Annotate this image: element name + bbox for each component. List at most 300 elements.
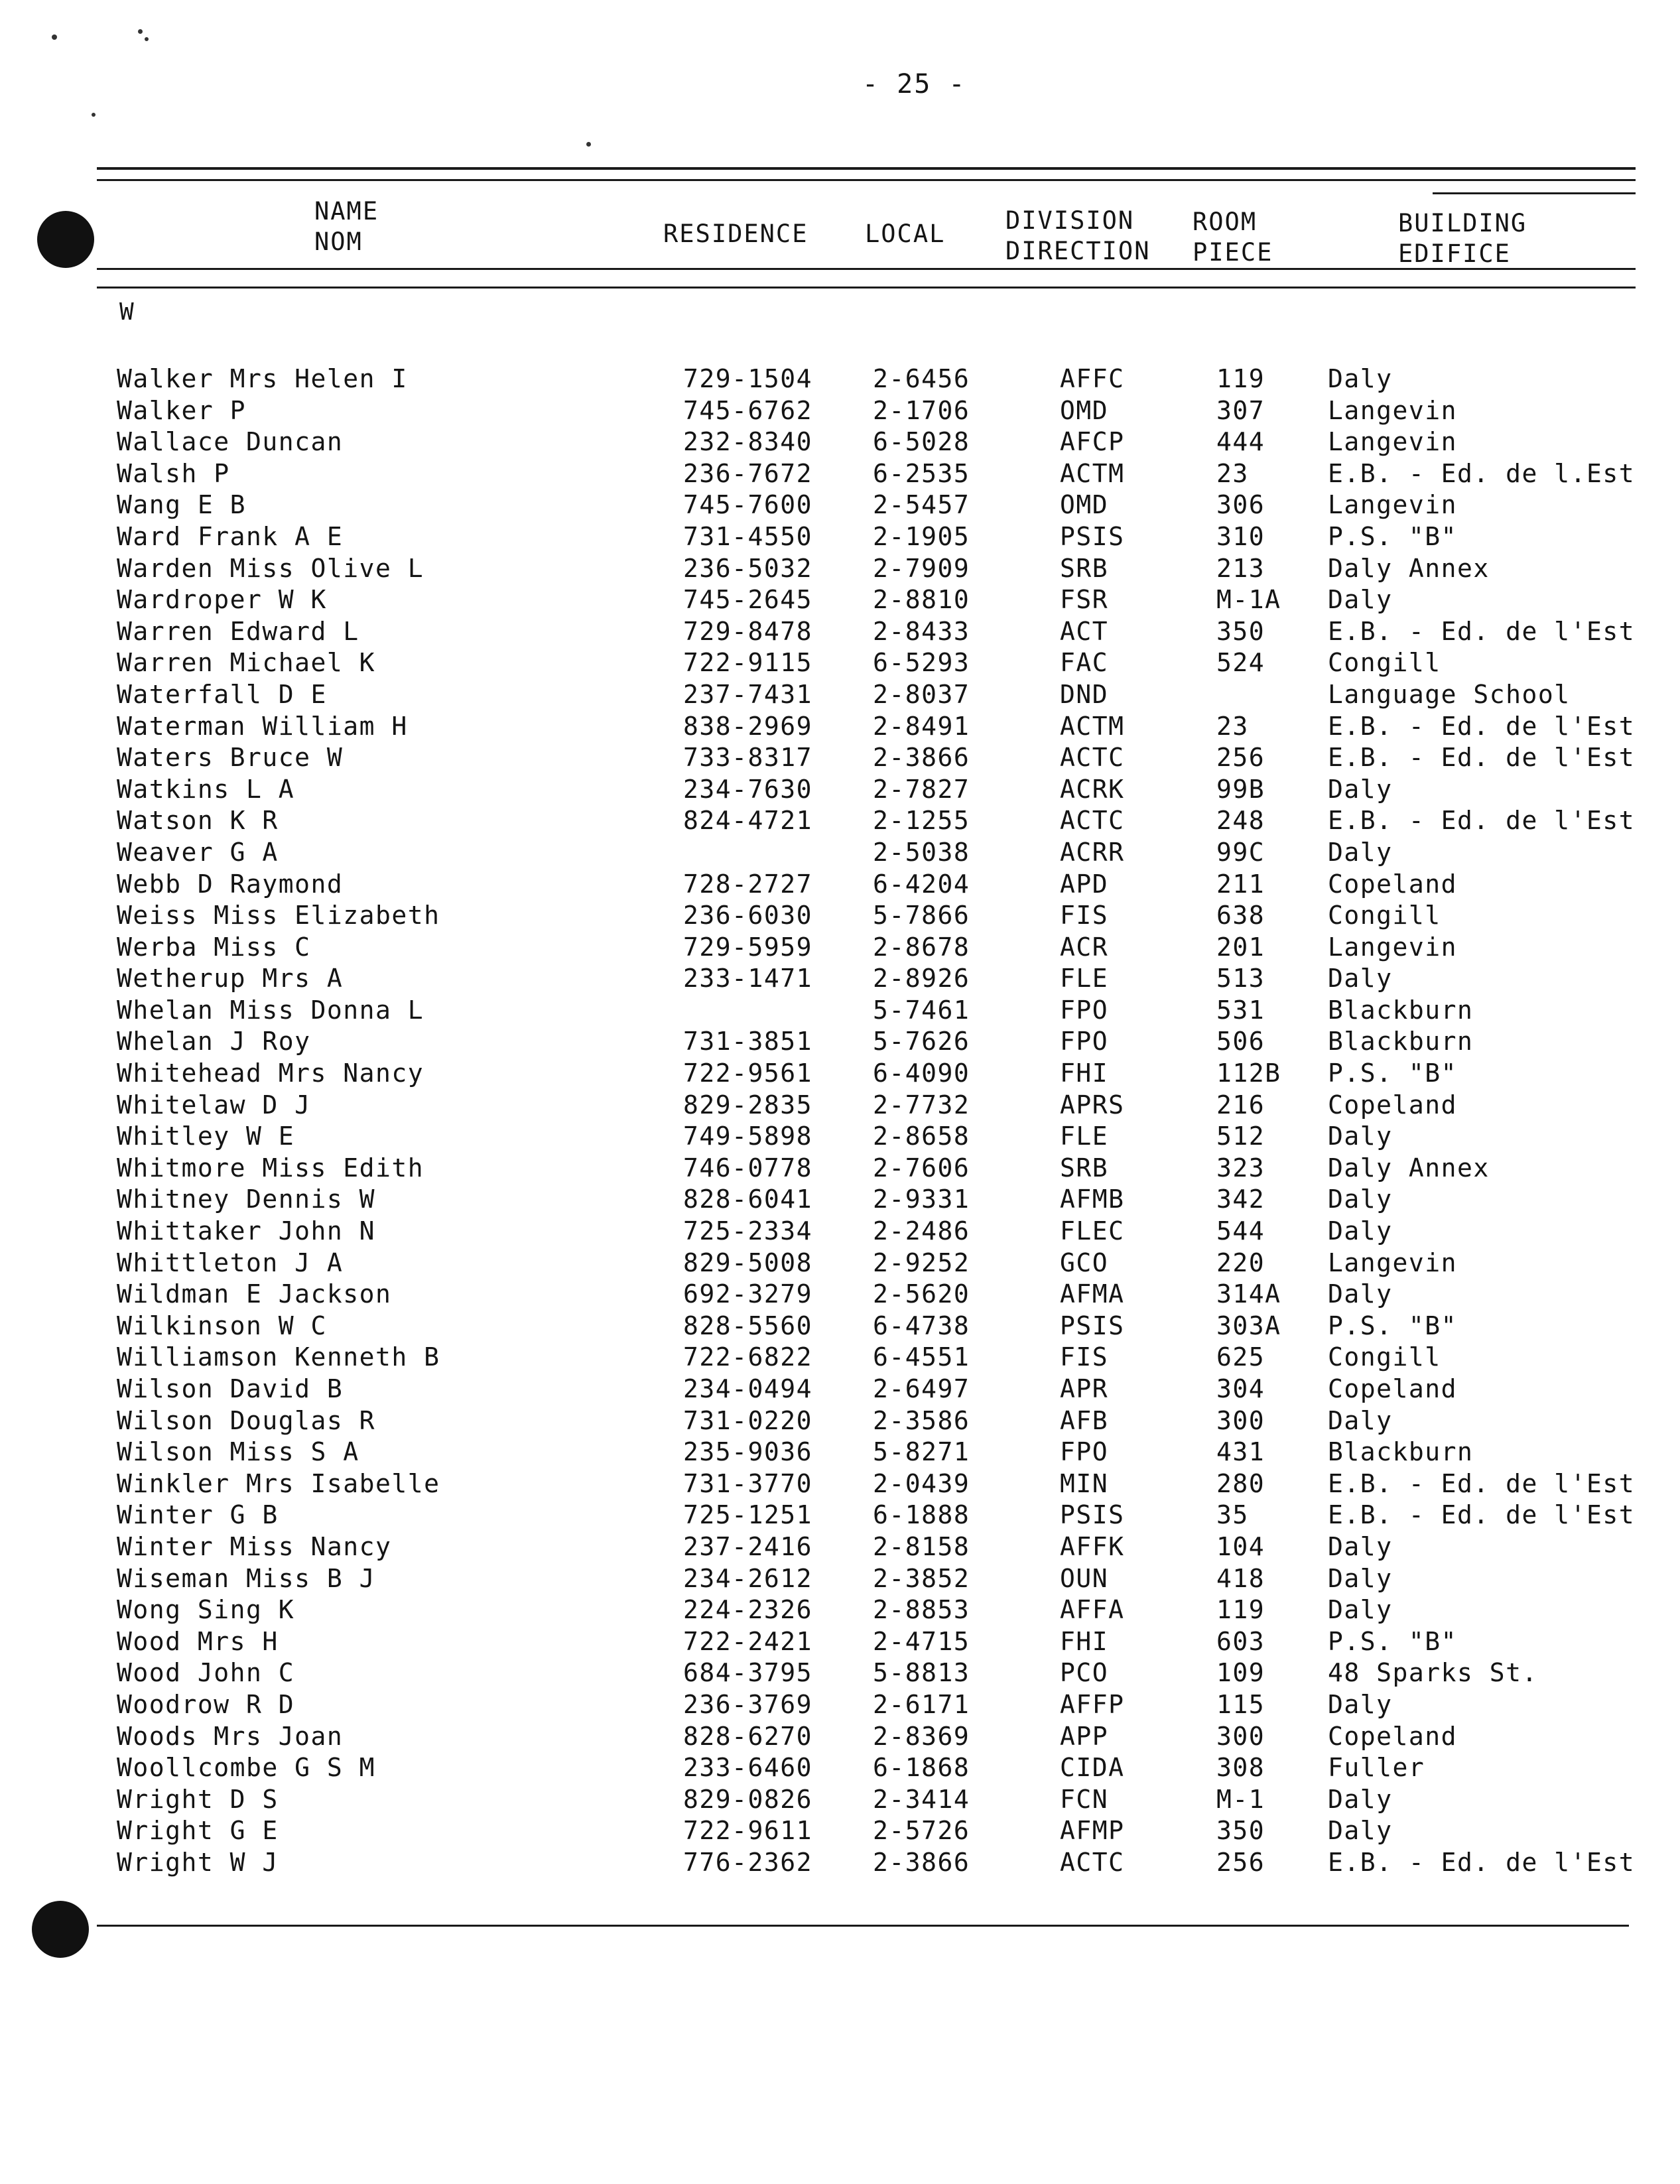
local-extension: 2-4715: [873, 1626, 970, 1656]
room-number: 201: [1216, 932, 1265, 962]
building-name: Blackburn: [1328, 995, 1474, 1025]
header-top-rule: [97, 167, 1636, 170]
entry-name: Winter Miss Nancy: [117, 1531, 392, 1561]
building-name: Language School: [1328, 679, 1571, 709]
table-row: [0, 553, 1680, 585]
table-row: [0, 426, 1680, 458]
division-code: ACR: [1060, 932, 1109, 962]
local-extension: 2-5457: [873, 490, 970, 520]
local-extension: 2-7909: [873, 553, 970, 583]
building-name: E.B. - Ed. de l'Est: [1328, 1468, 1636, 1498]
table-row: [0, 774, 1680, 806]
room-number: 307: [1216, 395, 1265, 425]
entry-name: Weaver G A: [117, 837, 279, 867]
building-name: Langevin: [1328, 427, 1458, 457]
entry-name: Weiss Miss Elizabeth: [117, 901, 440, 931]
residence-phone: 828-5560: [683, 1311, 813, 1340]
room-number: 300: [1216, 1405, 1265, 1435]
table-row: [0, 1437, 1680, 1468]
building-name: Daly Annex: [1328, 553, 1490, 583]
table-row: [0, 1721, 1680, 1753]
building-name: Daly: [1328, 1185, 1393, 1214]
residence-phone: 237-2416: [683, 1531, 813, 1561]
residence-phone: 731-3770: [683, 1468, 813, 1498]
entry-name: Walsh P: [117, 458, 230, 488]
entry-name: Winter G B: [117, 1500, 279, 1530]
residence-phone: 731-0220: [683, 1405, 813, 1435]
name-column-header: [314, 196, 379, 257]
building-name: 48 Sparks St.: [1328, 1658, 1538, 1688]
residence-header: RESIDENCE: [663, 220, 808, 248]
division-code: AFMA: [1060, 1279, 1125, 1309]
entry-name: Waterfall D E: [117, 679, 327, 709]
residence-phone: 233-1471: [683, 964, 813, 994]
room-number: 300: [1216, 1721, 1265, 1751]
entry-name: Whitley W E: [117, 1122, 295, 1151]
scan-speck: [145, 37, 149, 41]
building-name: Congill: [1328, 901, 1441, 931]
residence-phone: 235-9036: [683, 1437, 813, 1467]
residence-phone: 733-8317: [683, 743, 813, 773]
local-extension: 2-6456: [873, 364, 970, 393]
residence-phone: 722-2421: [683, 1626, 813, 1656]
local-extension: 6-4204: [873, 869, 970, 899]
entry-name: Wilson David B: [117, 1374, 344, 1403]
residence-phone: 731-4550: [683, 521, 813, 551]
scan-speck: [586, 142, 591, 147]
entry-name: Watson K R: [117, 806, 279, 836]
section-letter: W: [119, 298, 134, 326]
room-number: 513: [1216, 964, 1265, 994]
local-extension: 2-3586: [873, 1405, 970, 1435]
division-code: PSIS: [1060, 1311, 1125, 1340]
entry-name: Whittaker John N: [117, 1216, 376, 1246]
building-name: Daly Annex: [1328, 1153, 1490, 1183]
table-row: [0, 521, 1680, 553]
room-number: 304: [1216, 1374, 1265, 1403]
table-row: [0, 1531, 1680, 1563]
table-row: [0, 1815, 1680, 1847]
table-row: [0, 1311, 1680, 1342]
entry-name: Whitmore Miss Edith: [117, 1153, 424, 1183]
division-code: ACTC: [1060, 1847, 1125, 1877]
room-number: 213: [1216, 553, 1265, 583]
room-number: M-1: [1216, 1784, 1265, 1814]
table-row: [0, 1784, 1680, 1816]
residence-phone: 234-7630: [683, 774, 813, 804]
entry-name: Woollcombe G S M: [117, 1753, 376, 1783]
local-extension: 2-7606: [873, 1153, 970, 1183]
local-extension: 6-4551: [873, 1342, 970, 1372]
division-code: CIDA: [1060, 1753, 1125, 1783]
room-number: 512: [1216, 1122, 1265, 1151]
table-row: [0, 363, 1680, 395]
residence-phone: 745-2645: [683, 585, 813, 615]
room-number: 115: [1216, 1689, 1265, 1719]
room-number: 104: [1216, 1531, 1265, 1561]
entry-name: Werba Miss C: [117, 932, 311, 962]
building-name: Langevin: [1328, 1248, 1458, 1277]
division-code: AFB: [1060, 1405, 1109, 1435]
entry-name: Waters Bruce W: [117, 743, 344, 773]
division-code: FIS: [1060, 901, 1109, 931]
entry-name: Webb D Raymond: [117, 869, 344, 899]
table-row: [0, 1563, 1680, 1595]
table-row: [0, 616, 1680, 648]
residence-phone: 829-2835: [683, 1090, 813, 1120]
building-name: Blackburn: [1328, 1027, 1474, 1057]
division-code: DND: [1060, 679, 1109, 709]
table-row: [0, 900, 1680, 932]
table-row: [0, 1058, 1680, 1090]
local-extension: 2-8491: [873, 711, 970, 741]
residence-phone: 729-8478: [683, 616, 813, 646]
punch-hole-top: [37, 211, 94, 268]
local-extension: 2-8658: [873, 1122, 970, 1151]
header-top-rule-right: [1433, 192, 1636, 194]
building-name: Daly: [1328, 1531, 1393, 1561]
room-header-en: ROOM: [1193, 208, 1258, 236]
building-name: Copeland: [1328, 1374, 1458, 1403]
building-name: P.S. "B": [1328, 1059, 1458, 1088]
room-number: 216: [1216, 1090, 1265, 1120]
table-row: [0, 963, 1680, 995]
building-name: E.B. - Ed. de l'Est: [1328, 1500, 1636, 1530]
entry-name: Wong Sing K: [117, 1595, 295, 1625]
entry-name: Warren Michael K: [117, 648, 376, 678]
local-extension: 2-1706: [873, 395, 970, 425]
directory-entries: [0, 363, 1680, 1879]
room-number: 418: [1216, 1563, 1265, 1593]
building-name: E.B. - Ed. de l.Est: [1328, 458, 1636, 488]
residence-phone: 722-9561: [683, 1059, 813, 1088]
room-number: 638: [1216, 901, 1265, 931]
local-extension: 5-8271: [873, 1437, 970, 1467]
local-extension: 5-7626: [873, 1027, 970, 1057]
building-name: Langevin: [1328, 932, 1458, 962]
building-name: Daly: [1328, 364, 1393, 393]
table-row: [0, 742, 1680, 774]
room-number: 303A: [1216, 1311, 1281, 1340]
building-name: Daly: [1328, 585, 1393, 615]
building-name: Langevin: [1328, 395, 1458, 425]
division-code: PCO: [1060, 1658, 1109, 1688]
local-extension: 2-8678: [873, 932, 970, 962]
room-number: 119: [1216, 364, 1265, 393]
local-extension: 2-1255: [873, 806, 970, 836]
residence-phone: 729-1504: [683, 364, 813, 393]
building-name: P.S. "B": [1328, 1311, 1458, 1340]
entry-name: Wright G E: [117, 1816, 279, 1846]
division-code: ACRR: [1060, 837, 1125, 867]
entry-name: Wilkinson W C: [117, 1311, 327, 1340]
table-row: [0, 869, 1680, 901]
room-number: 323: [1216, 1153, 1265, 1183]
division-code: ACTC: [1060, 743, 1125, 773]
residence-phone: 224-2326: [683, 1595, 813, 1625]
building-name: Copeland: [1328, 1721, 1458, 1751]
room-number: 350: [1216, 1816, 1265, 1846]
building-name: Daly: [1328, 1784, 1393, 1814]
table-row: [0, 395, 1680, 427]
local-extension: 2-1905: [873, 521, 970, 551]
division-code: FIS: [1060, 1342, 1109, 1372]
division-code: FHI: [1060, 1626, 1109, 1656]
residence-phone: 731-3851: [683, 1027, 813, 1057]
name-header-en: NAME: [314, 197, 379, 225]
entry-name: Wardroper W K: [117, 585, 327, 615]
building-name: Daly: [1328, 774, 1393, 804]
division-code: FCN: [1060, 1784, 1109, 1814]
table-row: [0, 489, 1680, 521]
table-row: [0, 1374, 1680, 1405]
entry-name: Whitehead Mrs Nancy: [117, 1059, 424, 1088]
division-code: FPO: [1060, 1027, 1109, 1057]
room-number: 23: [1216, 711, 1249, 741]
table-row: [0, 1405, 1680, 1437]
room-number: 431: [1216, 1437, 1265, 1467]
building-name: Daly: [1328, 837, 1393, 867]
table-row: [0, 1216, 1680, 1248]
local-extension: 2-0439: [873, 1468, 970, 1498]
room-number: 544: [1216, 1216, 1265, 1246]
residence-phone: 684-3795: [683, 1658, 813, 1688]
building-name: E.B. - Ed. de l'Est: [1328, 806, 1636, 836]
table-row: [0, 837, 1680, 869]
room-number: 248: [1216, 806, 1265, 836]
room-number: M-1A: [1216, 585, 1281, 615]
local-extension: 2-3866: [873, 1847, 970, 1877]
building-name: E.B. - Ed. de l'Est: [1328, 616, 1636, 646]
division-code: SRB: [1060, 1153, 1109, 1183]
room-header-fr: PIECE: [1193, 238, 1273, 267]
local-extension: 6-4090: [873, 1059, 970, 1088]
residence-phone: 233-6460: [683, 1753, 813, 1783]
entry-name: Wright D S: [117, 1784, 279, 1814]
local-extension: 2-5620: [873, 1279, 970, 1309]
room-number: 531: [1216, 995, 1265, 1025]
table-row: [0, 458, 1680, 490]
residence-phone: 828-6041: [683, 1185, 813, 1214]
entry-name: Wetherup Mrs A: [117, 964, 344, 994]
entry-name: Warren Edward L: [117, 616, 359, 646]
building-name: Fuller: [1328, 1753, 1425, 1783]
local-extension: 6-5293: [873, 648, 970, 678]
entry-name: Winkler Mrs Isabelle: [117, 1468, 440, 1498]
residence-phone: 745-7600: [683, 490, 813, 520]
division-code: AFFC: [1060, 364, 1125, 393]
table-row: [0, 1468, 1680, 1500]
local-extension: 2-8433: [873, 616, 970, 646]
building-name: E.B. - Ed. de l'Est: [1328, 1847, 1636, 1877]
division-code: MIN: [1060, 1468, 1109, 1498]
building-name: Daly: [1328, 1816, 1393, 1846]
division-code: ACTM: [1060, 458, 1125, 488]
residence-phone: 232-8340: [683, 427, 813, 457]
room-number: 603: [1216, 1626, 1265, 1656]
local-extension: 2-9331: [873, 1185, 970, 1214]
building-name: P.S. "B": [1328, 1626, 1458, 1656]
division-code: FLE: [1060, 964, 1109, 994]
room-number: 524: [1216, 648, 1265, 678]
table-row: [0, 679, 1680, 711]
division-code: ACTM: [1060, 711, 1125, 741]
local-extension: 2-3414: [873, 1784, 970, 1814]
table-row: [0, 805, 1680, 837]
local-extension: 6-5028: [873, 427, 970, 457]
residence-phone: 722-9611: [683, 1816, 813, 1846]
local-extension: 5-8813: [873, 1658, 970, 1688]
residence-phone: 725-2334: [683, 1216, 813, 1246]
room-number: 310: [1216, 521, 1265, 551]
division-code: GCO: [1060, 1248, 1109, 1277]
division-code: OMD: [1060, 395, 1109, 425]
division-code: AFMB: [1060, 1185, 1125, 1214]
residence-phone: 838-2969: [683, 711, 813, 741]
residence-phone: 722-9115: [683, 648, 813, 678]
table-row: [0, 1657, 1680, 1689]
local-extension: 2-8158: [873, 1531, 970, 1561]
residence-phone: 692-3279: [683, 1279, 813, 1309]
entry-name: Walker Mrs Helen I: [117, 364, 408, 393]
local-extension: 2-8369: [873, 1721, 970, 1751]
residence-phone: 236-6030: [683, 901, 813, 931]
page-number: - 25 -: [862, 69, 966, 99]
table-row: [0, 1026, 1680, 1058]
room-number: 99C: [1216, 837, 1265, 867]
room-number: 444: [1216, 427, 1265, 457]
table-row: [0, 1594, 1680, 1626]
entry-name: Wiseman Miss B J: [117, 1563, 376, 1593]
entry-name: Wilson Miss S A: [117, 1437, 359, 1467]
table-row: [0, 1500, 1680, 1531]
building-name: Daly: [1328, 1216, 1393, 1246]
building-name: Congill: [1328, 1342, 1441, 1372]
residence-phone: 746-0778: [683, 1153, 813, 1183]
division-code: FHI: [1060, 1059, 1109, 1088]
entry-name: Warden Miss Olive L: [117, 553, 424, 583]
room-number: 306: [1216, 490, 1265, 520]
building-name: Daly: [1328, 964, 1393, 994]
local-extension: 2-8037: [873, 679, 970, 709]
scan-speck: [138, 29, 143, 34]
room-number: 350: [1216, 616, 1265, 646]
room-number: 109: [1216, 1658, 1265, 1688]
table-row: [0, 711, 1680, 743]
table-row: [0, 1121, 1680, 1153]
local-extension: 2-6171: [873, 1689, 970, 1719]
local-extension: 6-2535: [873, 458, 970, 488]
division-code: APR: [1060, 1374, 1109, 1403]
division-code: FLE: [1060, 1122, 1109, 1151]
local-extension: 2-2486: [873, 1216, 970, 1246]
residence-phone: 745-6762: [683, 395, 813, 425]
table-row: [0, 1184, 1680, 1216]
building-name: P.S. "B": [1328, 521, 1458, 551]
division-code: ACT: [1060, 616, 1109, 646]
room-number: 220: [1216, 1248, 1265, 1277]
division-code: FPO: [1060, 1437, 1109, 1467]
building-name: E.B. - Ed. de l'Est: [1328, 743, 1636, 773]
room-number: 23: [1216, 458, 1249, 488]
room-number: 99B: [1216, 774, 1265, 804]
entry-name: Watkins L A: [117, 774, 295, 804]
local-extension: 2-5726: [873, 1816, 970, 1846]
residence-phone: 237-7431: [683, 679, 813, 709]
residence-phone: 236-3769: [683, 1689, 813, 1719]
name-header-fr: NOM: [314, 227, 363, 256]
residence-phone: 828-6270: [683, 1721, 813, 1751]
building-name: Langevin: [1328, 490, 1458, 520]
entry-name: Ward Frank A E: [117, 521, 344, 551]
building-header-fr: EDIFICE: [1398, 239, 1511, 268]
table-row: [0, 932, 1680, 964]
building-name: Copeland: [1328, 1090, 1458, 1120]
residence-phone: 729-5959: [683, 932, 813, 962]
room-number: 256: [1216, 743, 1265, 773]
division-code: FLEC: [1060, 1216, 1125, 1246]
division-code: APRS: [1060, 1090, 1125, 1120]
local-extension: 2-6497: [873, 1374, 970, 1403]
local-extension: 2-9252: [873, 1248, 970, 1277]
residence-phone: 829-5008: [683, 1248, 813, 1277]
entry-name: Whelan J Roy: [117, 1027, 311, 1057]
entry-name: Whittleton J A: [117, 1248, 344, 1277]
residence-phone: 749-5898: [683, 1122, 813, 1151]
division-header-en: DIVISION: [1005, 206, 1135, 235]
entry-name: Whelan Miss Donna L: [117, 995, 424, 1025]
residence-phone: 728-2727: [683, 869, 813, 899]
division-code: APD: [1060, 869, 1109, 899]
room-number: 35: [1216, 1500, 1249, 1530]
building-name: Daly: [1328, 1405, 1393, 1435]
local-extension: 6-4738: [873, 1311, 970, 1340]
residence-phone: 236-5032: [683, 553, 813, 583]
table-row: [0, 584, 1680, 616]
division-code: PSIS: [1060, 1500, 1125, 1530]
local-extension: 2-8810: [873, 585, 970, 615]
local-column-header: [865, 219, 945, 249]
local-header: LOCAL: [865, 220, 946, 248]
room-number: 211: [1216, 869, 1265, 899]
building-name: Daly: [1328, 1122, 1393, 1151]
building-name: Copeland: [1328, 869, 1458, 899]
header-bottom-rule: [97, 268, 1636, 270]
local-extension: 5-7461: [873, 995, 970, 1025]
division-code: SRB: [1060, 553, 1109, 583]
table-row: [0, 1626, 1680, 1658]
room-number: 342: [1216, 1185, 1265, 1214]
entry-name: Wildman E Jackson: [117, 1279, 392, 1309]
table-row: [0, 1090, 1680, 1122]
division-code: PSIS: [1060, 521, 1125, 551]
local-extension: 6-1888: [873, 1500, 970, 1530]
entry-name: Whitney Dennis W: [117, 1185, 376, 1214]
local-extension: 2-3852: [873, 1563, 970, 1593]
entry-name: Wright W J: [117, 1847, 279, 1877]
entry-name: Williamson Kenneth B: [117, 1342, 440, 1372]
table-row: [0, 1279, 1680, 1311]
residence-phone: 722-6822: [683, 1342, 813, 1372]
building-name: Daly: [1328, 1595, 1393, 1625]
room-number: 314A: [1216, 1279, 1281, 1309]
entry-name: Walker P: [117, 395, 247, 425]
building-name: Daly: [1328, 1689, 1393, 1719]
entry-name: Wilson Douglas R: [117, 1405, 376, 1435]
room-number: 112B: [1216, 1059, 1281, 1088]
entry-name: Waterman William H: [117, 711, 408, 741]
division-code: OMD: [1060, 490, 1109, 520]
